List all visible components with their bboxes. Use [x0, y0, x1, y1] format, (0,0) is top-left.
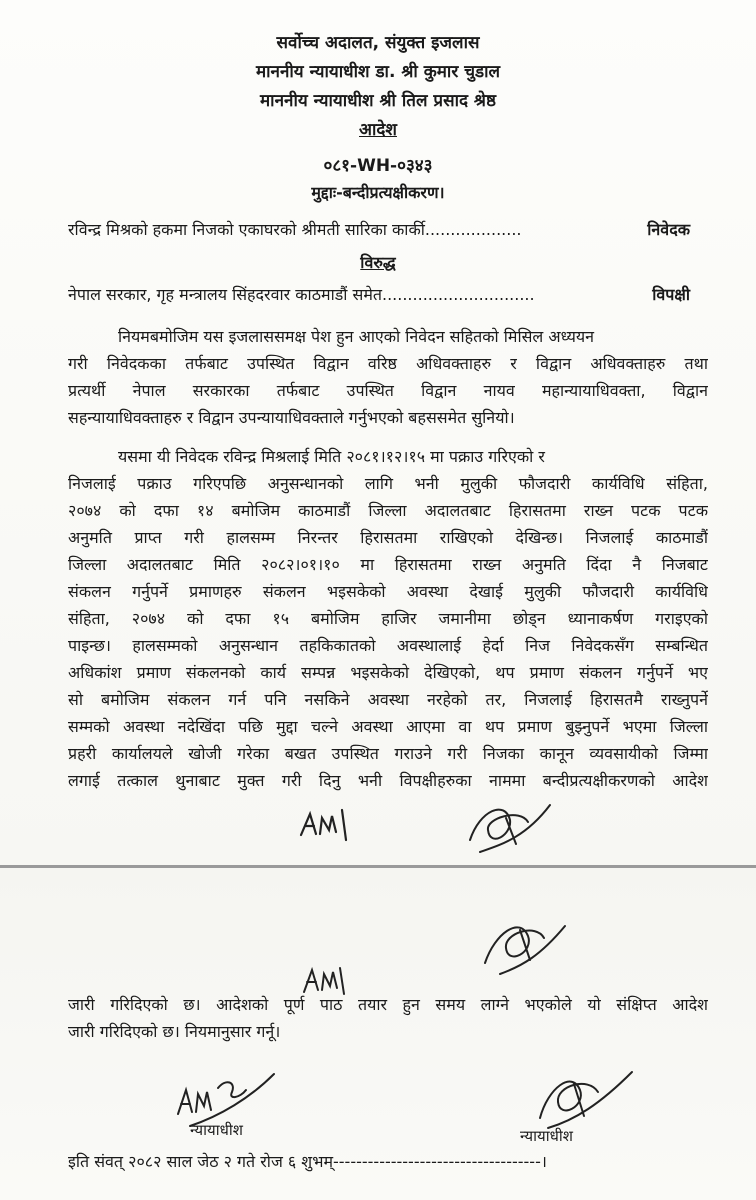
judge-label-left: न्यायाधीश	[190, 1121, 243, 1139]
respondent-row	[68, 283, 690, 305]
judge-two-heading: माननीय न्यायाधीश श्री तिल प्रसाद श्रेष्ठ	[260, 91, 496, 111]
para2-line-2: निजलाई पक्राउ गरिएपछि अनुसन्धानको लागि भनी मुलुकी फौजदारी कार्यविधि संहिता,	[68, 474, 708, 493]
para2-line-3: २०७४ को दफा १४ बमोजिम काठमाडौं जिल्ला अदालतबाट हिरासतमा राख्न पटक पटक	[68, 501, 708, 520]
para2-line-4: अनुमति प्राप्त गरी हालसम्म निरन्तर हिरासतमा राखिएको देखिन्छ। निजलाई काठमाडौं	[68, 528, 708, 547]
para2-line-5: जिल्ला अदालतबाट मिति २०८२।०१।१० मा हिरासतमा राख्न अनुमति दिंदा नै निजबाट	[68, 555, 708, 574]
judge-initials-left	[296, 800, 366, 850]
judge-signature-left	[170, 1068, 280, 1128]
para2-line-7: संहिता, २०७४ को दफा १५ बमोजिम हाजिर जमानीमा छोड्न ध्यानाकर्षण गराइएको	[68, 609, 708, 628]
para2-line-12: प्रहरी कार्यालयले खोजी गरेका बखत उपस्थित गराउने गरी निजका कानून व्यवसायीको जिम्मा	[68, 744, 708, 763]
petitioner-row	[68, 218, 690, 240]
petitioner-role: निवेदक	[647, 220, 690, 239]
petitioner-text: रविन्द्र मिश्रको हकमा निजको एकाघरको श्रीमती सारिका कार्की...................	[68, 220, 522, 239]
order-footer-date: इति संवत् २०८२ साल जेठ २ गते रोज ६ शुभम्------------------------------------।	[68, 1152, 547, 1171]
para2-line-9: अधिकांश प्रमाण संकलनको कार्य सम्पन्न भइसकेको देखिएको, थप प्रमाण संकलन गर्नुपर्ने भए	[68, 663, 708, 682]
judge-signature-right-bottom	[520, 1060, 640, 1130]
para2-line-13: लगाई तत्काल थुनाबाट मुक्त गरी दिनु भनी विपक्षीहरुका नाममा बन्दीप्रत्यक्षीकरणको आदेश	[68, 771, 708, 790]
document-type: आदेश	[359, 120, 397, 140]
para1-line-3: प्रत्यर्थी नेपाल सरकारका तर्फबाट उपस्थित विद्वान नायव महान्यायाधिवक्ता, विद्वान	[68, 381, 708, 400]
page2-line-2: जारी गरिदिएको छ। नियमानुसार गर्नू।	[68, 1022, 281, 1041]
judge-signature-right-top	[470, 908, 570, 978]
case-number: ०८१-WH-०३४३	[323, 156, 433, 176]
respondent-role: विपक्षी	[652, 285, 690, 304]
court-name: सर्वोच्च अदालत, संयुक्त इजलास	[276, 33, 480, 53]
case-subject: मुद्दाः-बन्दीप्रत्यक्षीकरण।	[311, 183, 445, 202]
para2-line-6: संकलन गर्नुपर्ने प्रमाणहरु संकलन भइसकेको अवस्था देखाई मुलुकी फौजदारी कार्यविधि	[68, 582, 708, 601]
para1-line-4: सहन्यायाधिवक्ताहरु र विद्वान उपन्यायाधिवक्ताले गर्नुभएको बहससमेत सुनियो।	[68, 408, 515, 427]
para1-line-1: नियमबमोजिम यस इजलाससमक्ष पेश हुन आएको निवेदन सहितको मिसिल अध्ययन	[118, 327, 595, 346]
judge-signature-right-p1	[450, 790, 560, 860]
page2-line-1: जारी गरिदिएको छ। आदेशको पूर्ण पाठ तयार हुन समय लाग्ने भएकोले यो संक्षिप्त आदेश	[68, 995, 708, 1014]
para2-line-1: यसमा यी निवेदक रविन्द्र मिश्रलाई मिति २०८१।१२।१५ मा पक्राउ गरिएको र	[118, 447, 545, 466]
para2-line-10: सो बमोजिम संकलन गर्न पनि नसकिने अवस्था नरहेको तर, निजलाई हिरासतमै राख्नुपर्ने	[68, 690, 708, 709]
para2-line-8: पाइन्छ। हालसम्मको अनुसन्धान तहकिकातको अवस्थालाई हेर्दा निज निवेदकसँग सम्बन्धित	[68, 636, 708, 655]
para1-line-2: गरी निवेदकका तर्फबाट उपस्थित विद्वान वरिष्ठ अधिवक्ताहरु र विद्वान अधिवक्ताहरु तथा	[68, 354, 708, 373]
versus-label: विरुद्ध	[360, 253, 396, 272]
para2-line-11: सम्मको अवस्था नदेखिंदा पछि मुद्दा चल्ने अवस्था आएमा वा थप प्रमाण बुझ्नुपर्ने भएमा जिल्ला	[68, 717, 708, 736]
respondent-text: नेपाल सरकार, गृह मन्त्रालय सिंहदरवार काठमाडौं समेत..............................	[68, 285, 535, 304]
judge-one-heading: माननीय न्यायाधीश डा. श्री कुमार चुडाल	[255, 62, 501, 82]
judge-label-right: न्यायाधीश	[520, 1127, 573, 1145]
